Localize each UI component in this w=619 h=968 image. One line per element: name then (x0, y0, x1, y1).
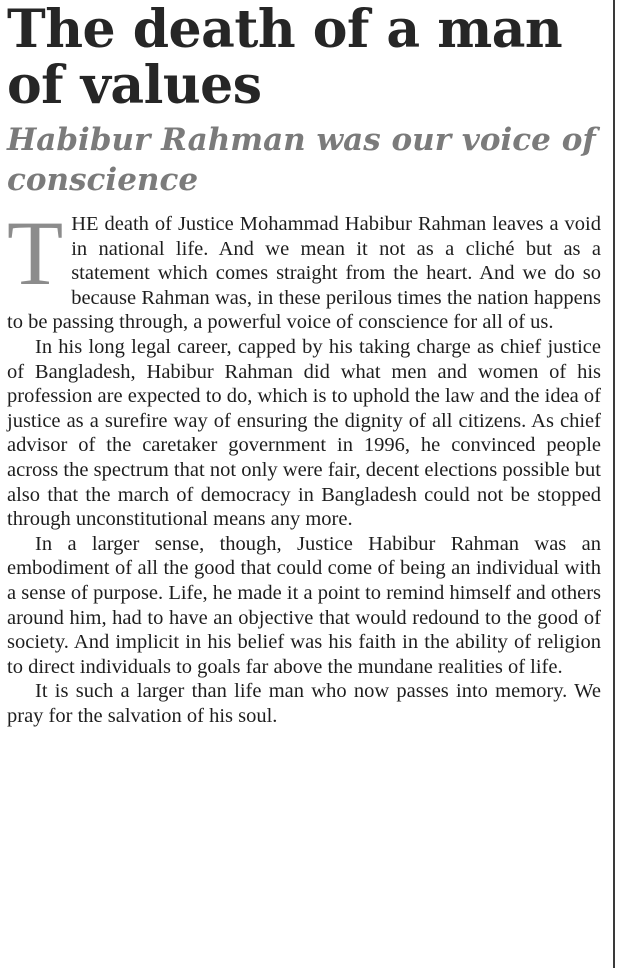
headline: The death of a man of values (7, 0, 563, 116)
column-rule (613, 0, 615, 968)
subheadline: Habibur Rahman was our voice of conscience (7, 122, 596, 198)
paragraph-1 (7, 202, 601, 335)
drop-cap: T (7, 202, 64, 304)
article-body (7, 202, 601, 728)
paragraph-1-text: HE death of Justice Mohammad Habibur Rahman leaves a void in national life. And we mean it not as a cliché but as a statement which comes straight from the heart. And we do so because Rahman was, in these perilous times the nation happens to be passing through, a powerful voice of conscience for all of us. (7, 213, 601, 334)
paragraph-3: In a larger sense, though, Justice Habibur Rahman was an embodiment of all the good that could come of being an individual with a sense of purpose. Life, he made it a point to remind himself and others around him, had to have an objective that would redound to the good of society. And implicit in his belief was his faith in the ability of religion to direct individuals to goals far above the mundane realities of life. (7, 532, 601, 678)
paragraph-4: It is such a larger than life man who now passes into memory. We pray for the salvation of his soul. (7, 680, 601, 727)
paragraph-2: In his long legal career, capped by his taking charge as chief justice of Bangladesh, Habibur Rahman did what men and women of his profession are expected to do, which is to uphold the law and the idea of justice as a surefire way of ensuring the dignity of all citizens. As chief advisor of the caretaker government in 1996, he convinced people across the spectrum that not only were fair, decent elections possible but also that the march of democracy in Bangladesh could not be stopped through unconstitutional means any more. (7, 335, 601, 531)
